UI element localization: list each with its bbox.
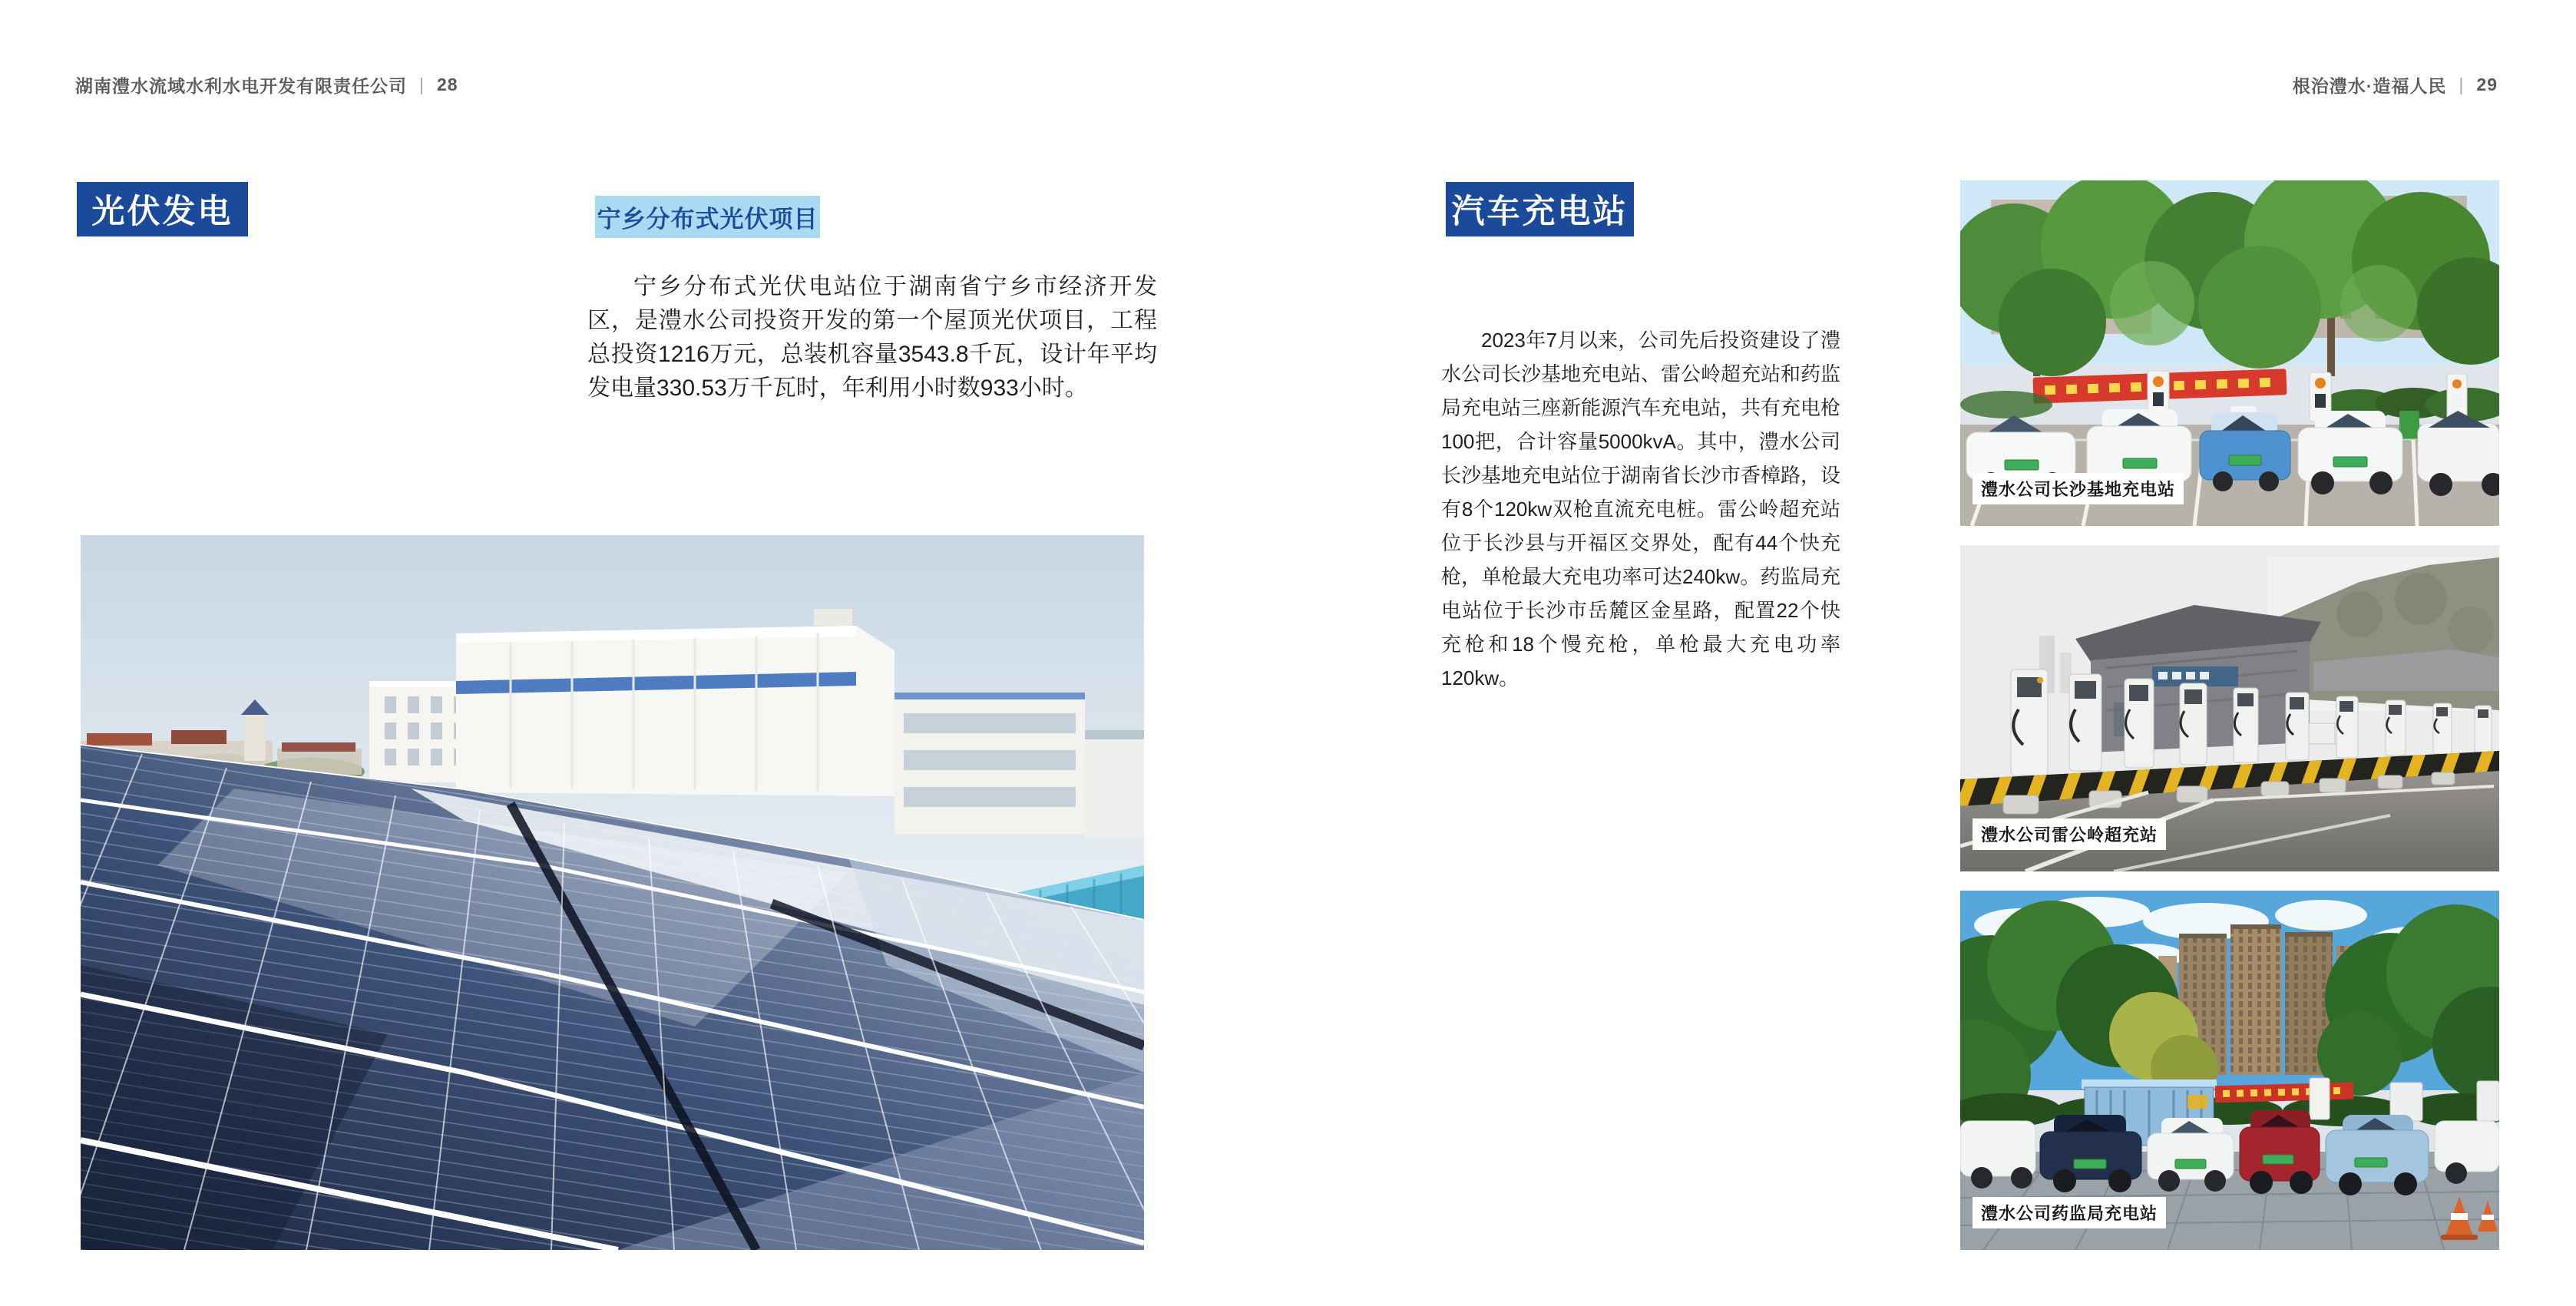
page-number-left: 28 [436, 74, 458, 94]
running-head-right [2293, 72, 2498, 98]
running-head-left [75, 72, 458, 98]
photo-caption: 澧水公司雷公岭超充站 [1973, 818, 2166, 850]
yaojianju-station-photo [1960, 891, 2499, 1250]
changsha-base-station-photo [1960, 180, 2499, 526]
photovoltaic-paragraph: 宁乡分布式光伏电站位于湖南省宁乡市经济开发区，是澧水公司投资开发的第一个屋顶光伏项目，工程总投资1216万元，总装机容量3543.8千瓦，设计年平均发电量330.53万千瓦时，年利用小时数933小时。 [587, 274, 1157, 401]
header-divider: | [419, 74, 425, 94]
banner [2215, 1083, 2354, 1103]
leigongling-station-photo [1960, 545, 2499, 871]
photo-caption: 澧水公司药监局充电站 [1973, 1197, 2166, 1228]
rooftop-solar-photo [81, 535, 1144, 1250]
project-subtitle: 宁乡分布式光伏项目 [595, 196, 820, 238]
header-divider: | [2459, 74, 2465, 94]
section-title-ev-charging: 汽车充电站 [1446, 182, 1634, 236]
photo-caption: 澧水公司长沙基地充电站 [1973, 473, 2184, 504]
rooftop-solar-illustration [81, 535, 1144, 1250]
section-title-photovoltaic: 光伏发电 [77, 182, 248, 236]
page-number-right: 29 [2476, 74, 2498, 94]
yaojianju-station-illustration [1960, 891, 2499, 1250]
ev-charging-paragraph: 2023年7月以来，公司先后投资建设了澧水公司长沙基地充电站、雷公岭超充站和药监局充电站三座新能源汽车充电站，共有充电枪100把，合计容量5000kvA。其中，澧水公司长沙基地充电站位于湖南省长沙市香樟路，设有8个120kw双枪直流充电桩。雷公岭超充站位于长沙县与开福区交界处，配有44个快充枪，单枪最大充电功率可达240kw。药监局充电站位于长沙市岳麓区金星路，配置22个快充枪和18个慢充枪，单枪最大充电功率120kw。 [1441, 329, 1841, 689]
company-name: 湖南澧水流域水利水电开发有限责任公司 [75, 76, 407, 96]
slogan: 根治澧水·造福人民 [2292, 76, 2447, 96]
